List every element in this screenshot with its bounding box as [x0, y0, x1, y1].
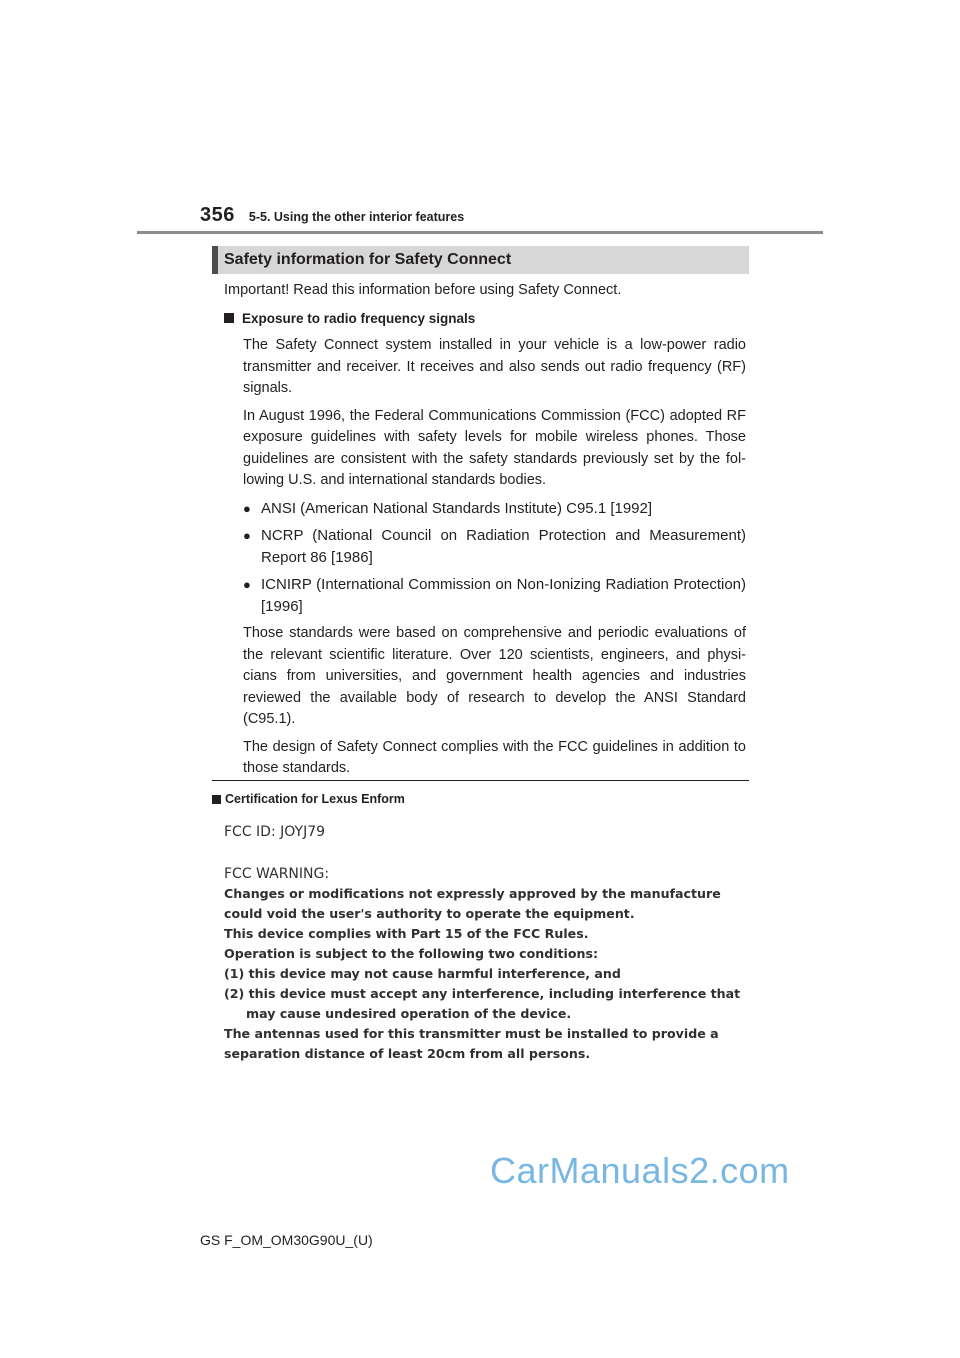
page-number: 356: [200, 204, 235, 226]
page-header: [200, 204, 464, 227]
fcc-line: (2) this device must accept any interference, including interference that: [224, 986, 741, 1001]
bullet-dot-icon: ●: [243, 577, 251, 592]
watermark: CarManuals2.com: [490, 1150, 790, 1191]
square-bullet-icon: [212, 795, 221, 804]
fcc-id: FCC ID: JOYJ79: [224, 824, 326, 840]
header-rule: [137, 231, 823, 234]
section-end-rule: [212, 780, 749, 781]
list-item: [224, 574, 746, 617]
fcc-line: The antennas used for this transmitter must be installed to provide a: [224, 1026, 719, 1041]
list-item: [224, 525, 746, 568]
fcc-line: could void the user's authority to operate the equipment.: [224, 906, 635, 921]
fcc-line: separation distance of least 20cm from all persons.: [224, 1046, 591, 1061]
section-label: 5-5. Using the other interior features: [248, 210, 465, 224]
rf-heading: [224, 308, 746, 330]
cert-heading: [212, 792, 405, 806]
footer-code: GS F_OM_OM30G90U_(U): [200, 1232, 373, 1248]
rf-paragraph: Those standards were based on comprehensive and periodic evaluations of the relevant scientific literature. Over 120 scientists, engineers, and physi-cians from universities, and government health agencies and industries reviewed the available body of research to develop the ANSI Standard (C95.1).: [243, 625, 746, 727]
fcc-warning-title: FCC WARNING:: [224, 866, 330, 882]
list-item-text: ANSI (American National Standards Institute) C95.1 [1992]: [261, 499, 653, 517]
bullet-dot-icon: ●: [243, 528, 251, 543]
rf-heading-text: Exposure to radio frequency signals: [242, 310, 476, 326]
intro-text: Important! Read this information before using Safety Connect.: [224, 282, 622, 298]
list-item: [224, 498, 746, 520]
section-title-text: Safety information for Safety Connect: [224, 251, 512, 268]
rf-paragraph: In August 1996, the Federal Communications Commission (FCC) adopted RF exposure guidelines with safety levels for mobile wireless phones. Those guidelines are consistent with the safety standards previously set by the fol-lowing U.S. and international standards bodies.: [243, 407, 746, 488]
section-title: [212, 246, 749, 274]
fcc-line: (1) this device may not cause harmful interference, and: [224, 966, 621, 981]
list-item-text: ICNIRP (International Commission on Non-Ionizing Radiation Protection) [1996]: [261, 576, 746, 615]
fcc-line: may cause undesired operation of the device.: [246, 1006, 572, 1021]
rf-paragraph: The Safety Connect system installed in your vehicle is a low-power radio transmitter and receiver. It receives and also sends out radio frequency (RF) signals.: [243, 337, 746, 396]
bullet-dot-icon: ●: [243, 500, 251, 516]
main-content: [224, 280, 746, 786]
fcc-line: Operation is subject to the following two conditions:: [224, 946, 599, 961]
fcc-line: Changes or modifications not expressly approved by the manufacture: [224, 886, 721, 901]
list-item-text: NCRP (National Council on Radiation Protection and Measurement) Report 86 [1986]: [261, 527, 746, 566]
rf-paragraph: The design of Safety Connect complies with the FCC guidelines in addition to those standards.: [243, 738, 746, 776]
square-bullet-icon: [224, 313, 234, 323]
fcc-notice: [224, 822, 744, 1064]
fcc-line: This device complies with Part 15 of the FCC Rules.: [224, 926, 589, 941]
cert-heading-text: Certification for Lexus Enform: [225, 792, 405, 806]
